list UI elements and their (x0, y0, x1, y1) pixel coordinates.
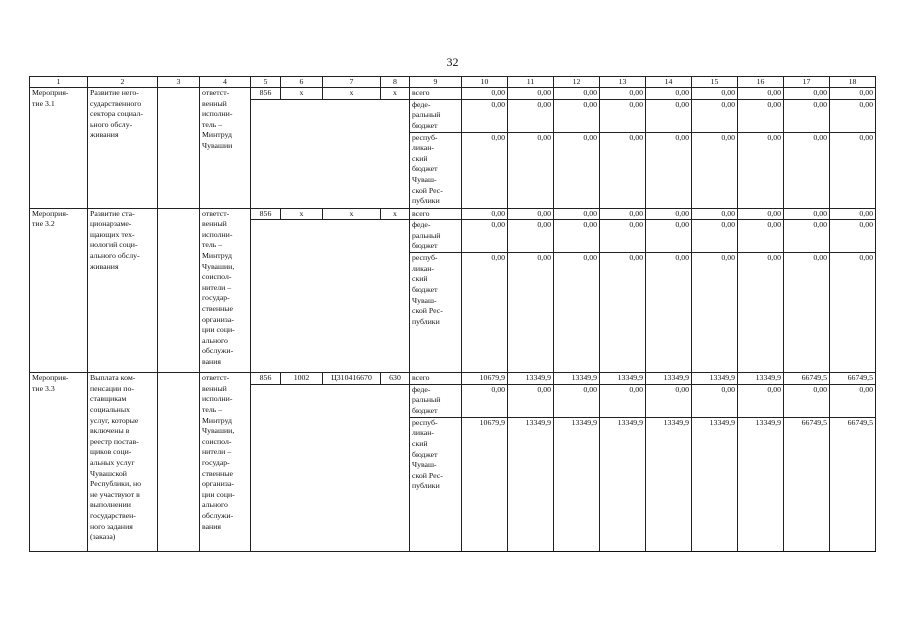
column-number-8: 8 (381, 77, 410, 88)
column-number-12: 12 (554, 77, 600, 88)
value-cell: 0,00 (554, 99, 600, 132)
value-cell: 0,00 (646, 384, 692, 417)
value-cell: 0,00 (692, 99, 738, 132)
value-cell: 0,00 (554, 208, 600, 220)
cs-cell: Ц310416670 (323, 373, 381, 385)
value-cell: 0,00 (738, 88, 784, 100)
description-cell: Развитие него- сударственного сектора социал- ьного обслу- живания (88, 88, 158, 209)
page-number: 32 (446, 55, 459, 69)
col3-cell (158, 373, 200, 552)
column-number-3: 3 (158, 77, 200, 88)
funding-source-cell: феде- ральный бюджет (410, 384, 462, 417)
value-cell: 0,00 (646, 88, 692, 100)
value-cell: 0,00 (830, 88, 876, 100)
funding-source-cell: всего (410, 208, 462, 220)
value-cell: 0,00 (830, 220, 876, 253)
value-cell: 0,00 (830, 132, 876, 208)
value-cell: 0,00 (738, 253, 784, 373)
value-cell: 0,00 (462, 99, 508, 132)
value-cell: 66749,5 (784, 417, 830, 551)
value-cell: 0,00 (646, 220, 692, 253)
column-number-9: 9 (410, 77, 462, 88)
column-number-1: 1 (30, 77, 88, 88)
description-cell: Выплата ком- пенсации по- ставщикам социальных услуг, которые включены в реестр постав- щиков соци- альных услуг Чувашской Республики, но не участвуют в выполнении государствен- ного задания (заказа) (88, 373, 158, 552)
value-cell: 0,00 (600, 384, 646, 417)
value-cell: 0,00 (692, 253, 738, 373)
value-cell: 0,00 (692, 132, 738, 208)
value-cell: 0,00 (738, 99, 784, 132)
column-number-17: 17 (784, 77, 830, 88)
value-cell: 0,00 (646, 99, 692, 132)
column-number-5: 5 (251, 77, 281, 88)
funding-source-cell: респуб- ликан- ский бюджет Чуваш- ской Рес- публики (410, 417, 462, 551)
value-cell: 0,00 (784, 88, 830, 100)
column-number-15: 15 (692, 77, 738, 88)
value-cell: 0,00 (646, 208, 692, 220)
value-cell: 0,00 (462, 253, 508, 373)
value-cell: 0,00 (462, 88, 508, 100)
value-cell: 13349,9 (646, 373, 692, 385)
value-cell: 0,00 (784, 384, 830, 417)
column-number-13: 13 (600, 77, 646, 88)
codes-blank-cell (251, 220, 410, 373)
measure-cell: Мероприя- тие 3.1 (30, 88, 88, 209)
value-cell: 0,00 (830, 253, 876, 373)
value-cell: 0,00 (738, 132, 784, 208)
col3-cell (158, 88, 200, 209)
value-cell: 13349,9 (738, 373, 784, 385)
value-cell: 0,00 (692, 208, 738, 220)
value-cell: 0,00 (462, 208, 508, 220)
description-cell: Развитие ста- ционарзаме- щающих тех- нологий соци- ального обслу- живания (88, 208, 158, 373)
executor-cell: ответст- венный исполни- тель – Минтруд Чувашии (200, 88, 251, 209)
value-cell: 0,00 (646, 253, 692, 373)
funding-source-cell: респуб- ликан- ский бюджет Чуваш- ской Рес- публики (410, 132, 462, 208)
value-cell: 0,00 (600, 132, 646, 208)
rz-cell: х (281, 208, 323, 220)
rz-cell: х (281, 88, 323, 100)
value-cell: 0,00 (692, 384, 738, 417)
vr-cell: х (381, 88, 410, 100)
executor-cell: ответст- венный исполни- тель – Минтруд Чувашии, соиспол- нители – государ- ственные организа- ции соци- ального обслужи- вания (200, 208, 251, 373)
column-number-6: 6 (281, 77, 323, 88)
codes-blank-cell (251, 384, 410, 551)
measure-cell: Мероприя- тие 3.3 (30, 373, 88, 552)
value-cell: 13349,9 (554, 417, 600, 551)
value-cell: 13349,9 (508, 417, 554, 551)
value-cell: 13349,9 (692, 417, 738, 551)
column-number-row (30, 77, 876, 88)
measure-cell: Мероприя- тие 3.2 (30, 208, 88, 373)
value-cell: 0,00 (738, 220, 784, 253)
value-cell: 0,00 (462, 220, 508, 253)
executor-cell: ответст- венный исполни- тель – Минтруд Чувашии, соиспол- нители – государ- ственные организа- ции соци- ального обслужи- вания (200, 373, 251, 552)
value-cell: 13349,9 (646, 417, 692, 551)
value-cell: 0,00 (600, 220, 646, 253)
column-number-11: 11 (508, 77, 554, 88)
value-cell: 0,00 (830, 208, 876, 220)
table-body (30, 77, 876, 552)
value-cell: 0,00 (784, 99, 830, 132)
value-cell: 0,00 (784, 208, 830, 220)
vr-cell: х (381, 208, 410, 220)
value-cell: 13349,9 (738, 417, 784, 551)
value-cell: 0,00 (600, 99, 646, 132)
value-cell: 0,00 (646, 132, 692, 208)
value-cell: 0,00 (692, 88, 738, 100)
value-cell: 0,00 (508, 384, 554, 417)
value-cell: 66749,5 (830, 373, 876, 385)
value-cell: 0,00 (600, 88, 646, 100)
value-cell: 0,00 (600, 208, 646, 220)
cs-cell: х (323, 208, 381, 220)
table-row (30, 373, 876, 385)
column-number-16: 16 (738, 77, 784, 88)
table-row (30, 208, 876, 220)
value-cell: 0,00 (554, 88, 600, 100)
value-cell: 0,00 (738, 208, 784, 220)
value-cell: 0,00 (738, 384, 784, 417)
funding-source-cell: феде- ральный бюджет (410, 220, 462, 253)
value-cell: 0,00 (784, 132, 830, 208)
grbs-cell: 856 (251, 88, 281, 100)
value-cell: 66749,5 (830, 417, 876, 551)
column-number-18: 18 (830, 77, 876, 88)
grbs-cell: 856 (251, 373, 281, 385)
value-cell: 0,00 (508, 220, 554, 253)
value-cell: 0,00 (692, 220, 738, 253)
value-cell: 13349,9 (692, 373, 738, 385)
value-cell: 13349,9 (508, 373, 554, 385)
table-row (30, 88, 876, 100)
value-cell: 0,00 (462, 384, 508, 417)
col3-cell (158, 208, 200, 373)
vr-cell: 630 (381, 373, 410, 385)
funding-source-cell: феде- ральный бюджет (410, 99, 462, 132)
value-cell: 0,00 (600, 253, 646, 373)
value-cell: 0,00 (784, 220, 830, 253)
value-cell: 0,00 (508, 99, 554, 132)
value-cell: 0,00 (830, 99, 876, 132)
column-number-10: 10 (462, 77, 508, 88)
column-number-4: 4 (200, 77, 251, 88)
grbs-cell: 856 (251, 208, 281, 220)
value-cell: 0,00 (508, 88, 554, 100)
value-cell: 0,00 (784, 253, 830, 373)
value-cell: 0,00 (508, 253, 554, 373)
value-cell: 13349,9 (554, 373, 600, 385)
value-cell: 0,00 (508, 132, 554, 208)
value-cell: 13349,9 (600, 373, 646, 385)
funding-source-cell: всего (410, 373, 462, 385)
column-number-7: 7 (323, 77, 381, 88)
value-cell: 66749,5 (784, 373, 830, 385)
value-cell: 0,00 (554, 384, 600, 417)
funding-source-cell: респуб- ликан- ский бюджет Чуваш- ской Рес- публики (410, 253, 462, 373)
value-cell: 0,00 (830, 384, 876, 417)
value-cell: 0,00 (462, 132, 508, 208)
value-cell: 0,00 (508, 208, 554, 220)
cs-cell: х (323, 88, 381, 100)
program-table (29, 76, 876, 552)
codes-blank-cell (251, 99, 410, 208)
value-cell: 10679,9 (462, 417, 508, 551)
value-cell: 0,00 (554, 253, 600, 373)
rz-cell: 1002 (281, 373, 323, 385)
value-cell: 13349,9 (600, 417, 646, 551)
column-number-2: 2 (88, 77, 158, 88)
value-cell: 10679,9 (462, 373, 508, 385)
funding-source-cell: всего (410, 88, 462, 100)
value-cell: 0,00 (554, 132, 600, 208)
column-number-14: 14 (646, 77, 692, 88)
value-cell: 0,00 (554, 220, 600, 253)
